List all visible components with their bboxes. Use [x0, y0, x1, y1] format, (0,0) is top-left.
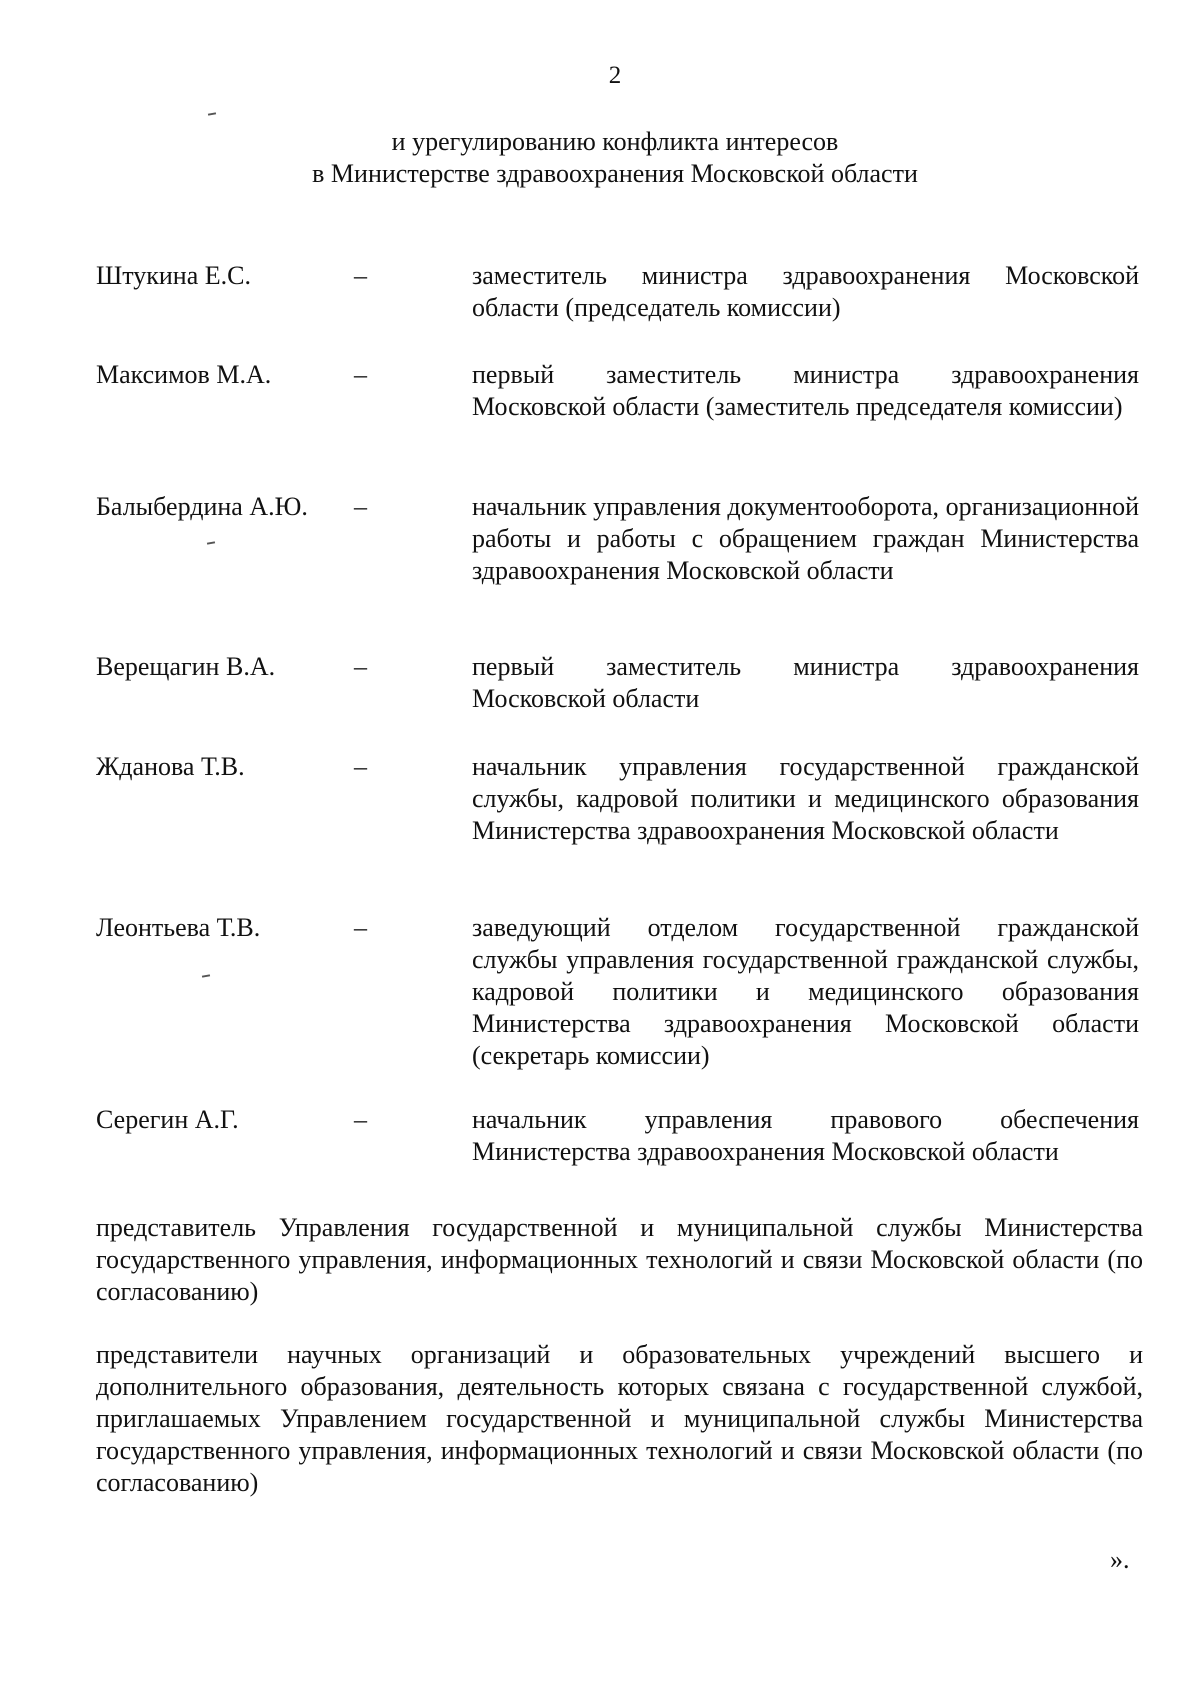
closing-quote: ». [1110, 1545, 1130, 1574]
member-position: первый заместитель министра здравоохранения Московской области [472, 652, 1139, 713]
member-name: Жданова Т.В. [96, 752, 245, 781]
dash: – [354, 652, 367, 681]
member-position: первый заместитель министра здравоохранения Московской области (заместитель председателя комиссии) [472, 360, 1139, 421]
member-position: заместитель министра здравоохранения Московской области (председатель комиссии) [472, 261, 1139, 322]
member-name: Штукина Е.С. [96, 261, 251, 290]
dash: – [354, 261, 367, 290]
paragraph-representative: представитель Управления государственной и муниципальной службы Министерства государственного управления, информационных технологий и связи Московской области (по согласованию) [96, 1213, 1143, 1306]
scan-speck [208, 112, 216, 115]
member-name: Максимов М.А. [96, 360, 272, 389]
heading [0, 126, 1200, 190]
member-position: начальник управления документооборота, организационной работы и работы с обращением граждан Министерства здравоохранения Московской области [472, 492, 1139, 585]
member-name: Серегин А.Г. [96, 1105, 239, 1134]
member-name: Верещагин В.А. [96, 652, 276, 681]
member-position: начальник управления государственной гражданской службы, кадровой политики и медицинского образования Министерства здравоохранения Московской области [472, 752, 1139, 845]
member-row [96, 491, 1146, 631]
member-row [96, 359, 1146, 499]
heading-line-2: в Министерстве здравоохранения Московской области [312, 159, 918, 188]
member-position: начальник управления правового обеспечения Министерства здравоохранения Московской области [472, 1105, 1139, 1166]
dash: – [354, 360, 367, 389]
member-name: Балыбердина А.Ю. [96, 492, 308, 521]
member-name: Леонтьева Т.В. [96, 913, 261, 942]
page-number: 2 [608, 62, 622, 89]
heading-line-1: и урегулированию конфликта интересов [391, 127, 839, 156]
dash: – [354, 913, 367, 942]
member-position: заведующий отделом государственной гражданской службы управления государственной гражданской службы, кадровой политики и медицинского образования Министерства здравоохранения Московской области (секретарь комиссии) [472, 913, 1139, 1070]
dash: – [354, 752, 367, 781]
member-row [96, 912, 1146, 1070]
paragraph-representatives: представители научных организаций и образовательных учреждений высшего и дополнительного образования, деятельность которых связана с государственной службой, приглашаемых Управлением государственной и муниципальной службы Министерства государственного управления, информационных технологий и связи Московской области (по согласованию) [96, 1340, 1143, 1497]
dash: – [354, 492, 367, 521]
dash: – [354, 1105, 367, 1134]
member-row [96, 751, 1146, 891]
